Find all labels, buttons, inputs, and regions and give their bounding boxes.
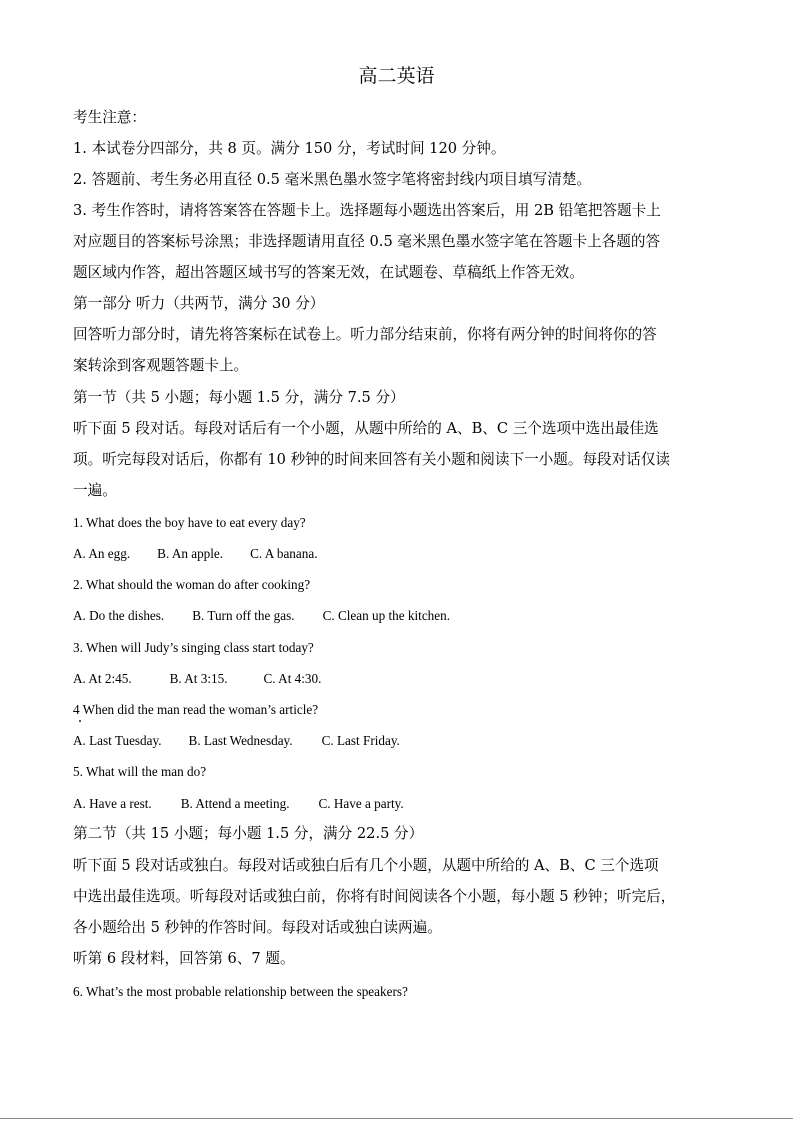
section1-intro-line-3: 一遍。: [73, 482, 117, 499]
material-6-heading: 听第 6 段材料，回答第 6、7 题。: [73, 950, 295, 967]
page-title: 高二英语: [358, 65, 435, 87]
question-3: 3. When will Judy’s singing class start today?: [73, 640, 314, 655]
section2-heading: 第二节（共 15 小题；每小题 1.5 分，满分 22.5 分）: [73, 825, 424, 842]
option-a: A. Have a rest.: [73, 796, 152, 811]
notice-heading: 考生注意：: [73, 109, 146, 126]
question-2-options: [73, 605, 733, 627]
question-6: 6. What’s the most probable relationship between the speakers?: [73, 984, 408, 999]
option-c: C. Clean up the kitchen.: [322, 608, 451, 623]
stray-dot: [79, 720, 81, 722]
section1-intro-line-2: 项。听完每段对话后，你都有 10 秒钟的时间来回答有关小题和阅读下一小题。每段对话仅读: [73, 451, 671, 468]
section2-intro-line-2: 中选出最佳选项。听每段对话或独白前，你将有时间阅读各个小题，每小题 5 秒钟；听完后，: [73, 888, 676, 905]
option-b: B. Last Wednesday.: [188, 733, 293, 748]
question-4: 4 When did the man read the woman’s article?: [73, 702, 319, 717]
question-3-options: [73, 668, 733, 690]
option-b: B. Turn off the gas.: [192, 608, 295, 623]
option-b: B. An apple.: [157, 546, 224, 561]
page-bottom-rule: [0, 1118, 793, 1119]
option-c: C. Last Friday.: [321, 733, 400, 748]
section1-intro-line-1: 听下面 5 段对话。每段对话后有一个小题，从题中所给的 A、B、C 三个选项中选出最佳选: [73, 420, 659, 437]
option-b: B. At 3:15.: [169, 671, 228, 686]
question-5-options: [73, 793, 733, 815]
part1-intro-line-1: 回答听力部分时，请先将答案标在试卷上。听力部分结束前，你将有两分钟的时间将你的答: [73, 326, 657, 343]
notice-item-3-line-1: 3. 考生作答时，请将答案答在答题卡上。选择题每小题选出答案后，用 2B 铅笔把答题卡上: [73, 202, 661, 219]
question-2: 2. What should the woman do after cooking?: [73, 577, 311, 592]
notice-item-3-line-2: 对应题目的答案标号涂黑；非选择题请用直径 0.5 毫米黑色墨水签字笔在答题卡上各题的答: [73, 233, 661, 250]
option-c: C. Have a party.: [318, 796, 404, 811]
option-c: C. A banana.: [250, 546, 318, 561]
section2-intro-line-3: 各小题给出 5 秒钟的作答时间。每段对话或独白读两遍。: [73, 919, 442, 936]
option-a: A. At 2:45.: [73, 671, 132, 686]
notice-item-3-line-3: 题区域内作答，超出答题区域书写的答案无效，在试题卷、草稿纸上作答无效。: [73, 264, 584, 281]
option-a: A. Do the dishes.: [73, 608, 165, 623]
question-1: 1. What does the boy have to eat every day?: [73, 515, 306, 530]
section1-heading: 第一节（共 5 小题；每小题 1.5 分，满分 7.5 分）: [73, 389, 405, 406]
option-a: A. An egg.: [73, 546, 131, 561]
option-a: A. Last Tuesday.: [73, 733, 162, 748]
part1-heading: 第一部分 听力（共两节，满分 30 分）: [73, 295, 325, 312]
notice-item-2: 2. 答题前、考生务必用直径 0.5 毫米黑色墨水签字笔将密封线内项目填写清楚。: [73, 171, 592, 188]
question-4-options: [73, 730, 733, 752]
question-1-options: [73, 543, 733, 565]
option-c: C. At 4:30.: [263, 671, 322, 686]
notice-item-1: 1. 本试卷分四部分，共 8 页。满分 150 分，考试时间 120 分钟。: [73, 140, 506, 157]
section2-intro-line-1: 听下面 5 段对话或独白。每段对话或独白后有几个小题，从题中所给的 A、B、C 三个选项: [73, 857, 659, 874]
option-b: B. Attend a meeting.: [180, 796, 290, 811]
question-5: 5. What will the man do?: [73, 764, 207, 779]
part1-intro-line-2: 案转涂到客观题答题卡上。: [73, 357, 249, 374]
